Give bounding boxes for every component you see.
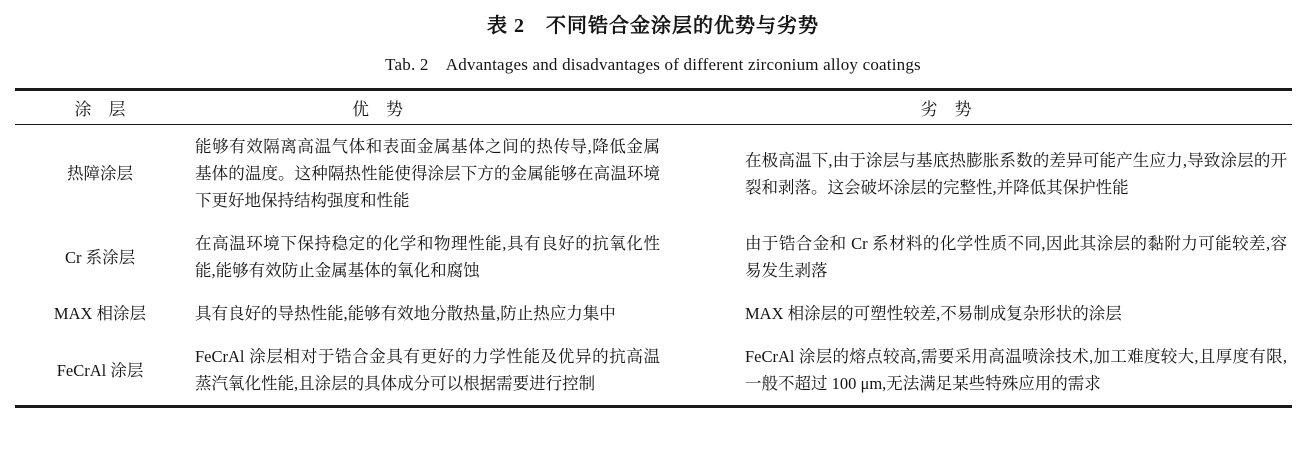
- header-disadvantage: 劣 势: [920, 100, 972, 119]
- coating-advantage: 能够有效隔离高温气体和表面金属基体之间的热传导,降低金属基体的温度。这种隔热性能使得涂层下方的金属能够在高温环境下更好地保持结构强度和性能: [195, 137, 660, 210]
- table-title-en: Tab. 2 Advantages and disadvantages of different zirconium alloy coatings: [385, 55, 921, 74]
- coating-disadvantage: MAX 相涂层的可塑性较差,不易制成复杂形状的涂层: [745, 304, 1122, 323]
- coatings-table: [15, 88, 1292, 408]
- coating-advantage: 具有良好的导热性能,能够有效地分散热量,防止热应力集中: [195, 304, 616, 323]
- coating-disadvantage: 在极高温下,由于涂层与基底热膨胀系数的差异可能产生应力,导致涂层的开裂和剥落。这会破坏涂层的完整性,并降低其保护性能: [745, 150, 1287, 197]
- coating-name: MAX 相涂层: [53, 304, 147, 323]
- table-title-zh: 表 2 不同锆合金涂层的优势与劣势: [487, 15, 819, 37]
- coating-disadvantage: 由于锆合金和 Cr 系材料的化学性质不同,因此其涂层的黏附力可能较差,容易发生剥落: [745, 234, 1287, 280]
- coating-name: FeCrAl 涂层: [56, 360, 144, 380]
- header-row: [15, 90, 1292, 125]
- header-advantage: 优 势: [352, 100, 403, 119]
- coating-disadvantage: FeCrAl 涂层的熔点较高,需要采用高温喷涂技术,加工难度较大,且厚度有限,一般不超过 100 μm,无法满足某些特殊应用的需求: [745, 347, 1287, 393]
- table-row: [15, 125, 1292, 223]
- table-row: [15, 335, 1292, 407]
- coating-advantage: 在高温环境下保持稳定的化学和物理性能,具有良好的抗氧化性能,能够有效防止金属基体的氧化和腐蚀: [195, 234, 660, 280]
- coating-advantage: FeCrAl 涂层相对于锆合金具有更好的力学性能及优异的抗高温蒸汽氧化性能,且涂层的具体成分可以根据需要进行控制: [195, 347, 660, 393]
- coating-name: Cr 系涂层: [64, 247, 136, 267]
- table-row: [15, 292, 1292, 335]
- header-coating: 涂 层: [74, 100, 126, 119]
- table-row: [15, 222, 1292, 292]
- coating-name: 热障涂层: [67, 164, 133, 183]
